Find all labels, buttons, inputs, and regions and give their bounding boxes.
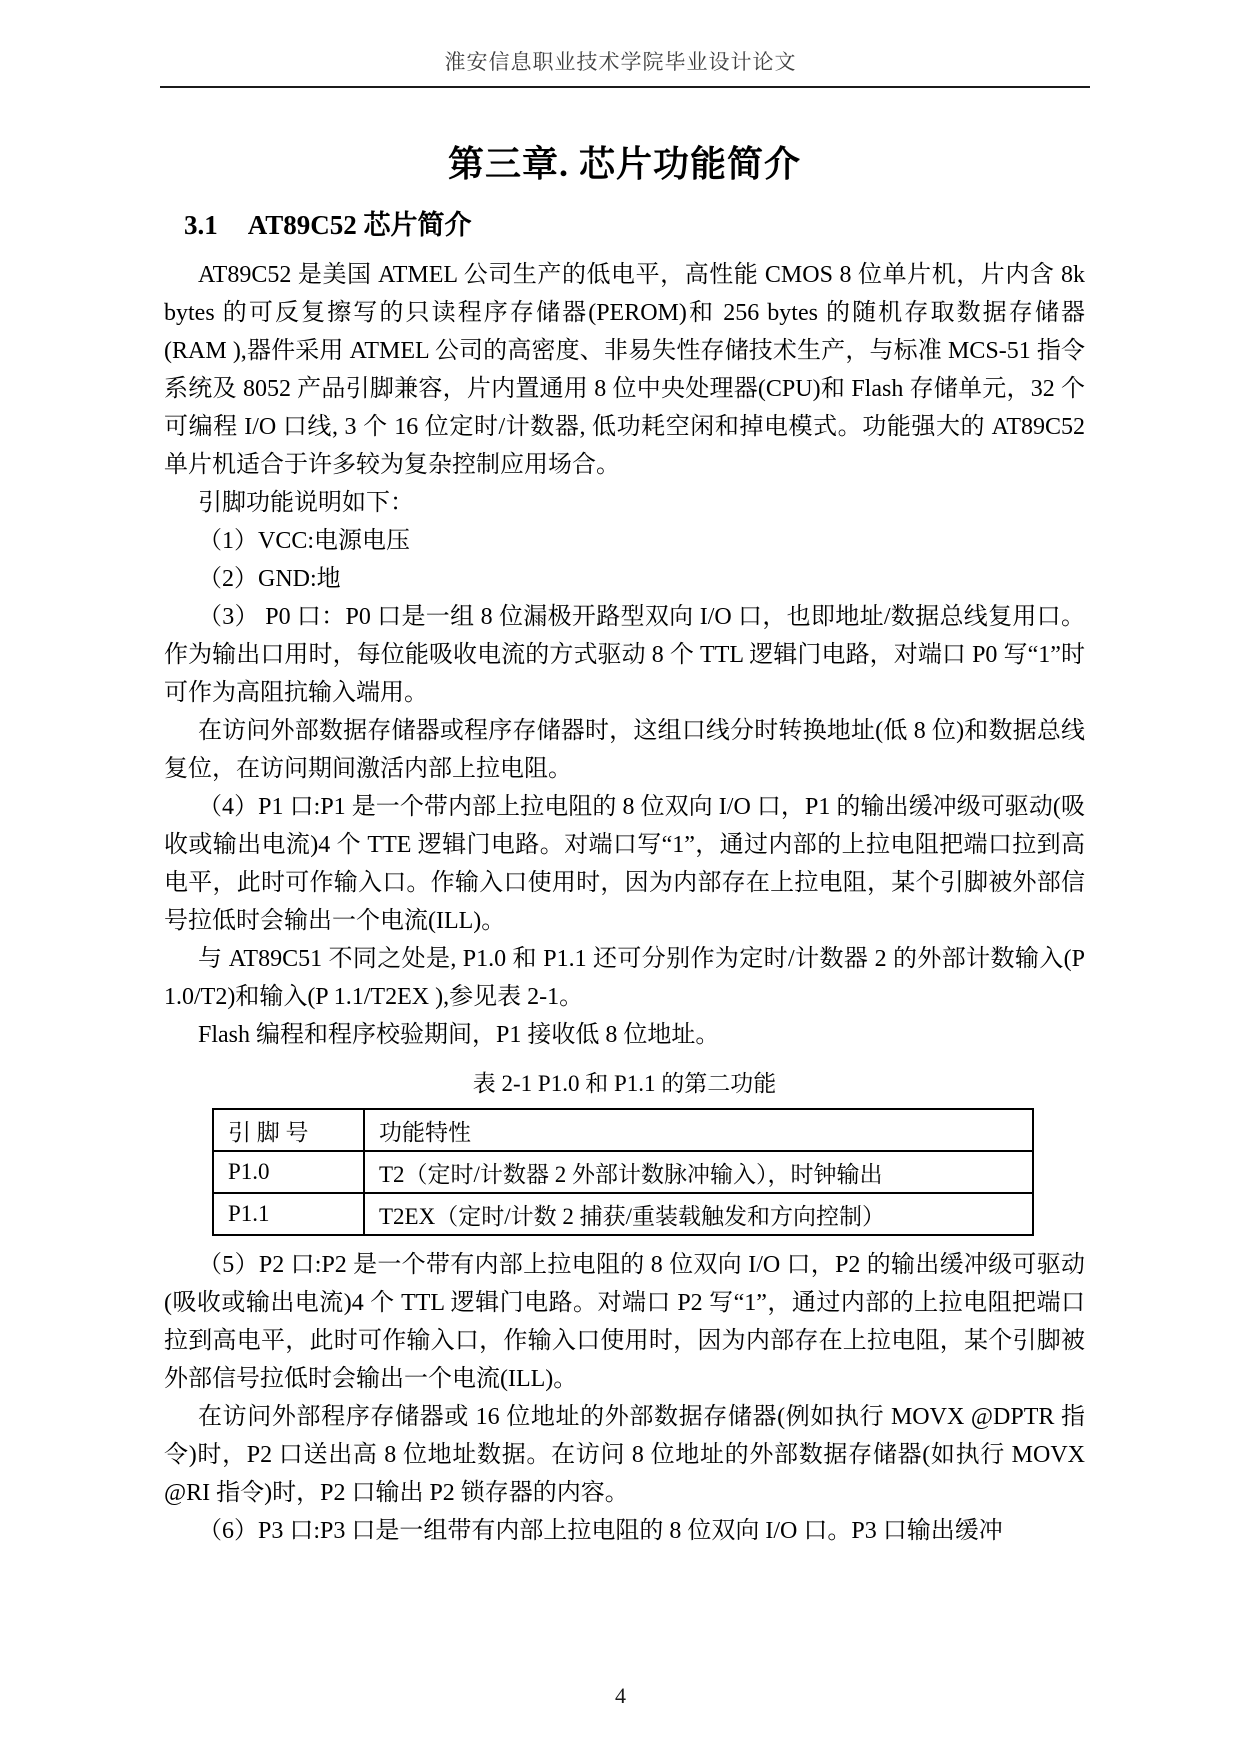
- page-header-title: 淮安信息职业技术学院毕业设计论文: [444, 50, 797, 74]
- paragraph-pin-gnd: （2）GND:地: [198, 566, 341, 592]
- header-rule: [160, 86, 1090, 88]
- pin-function-table: [212, 1108, 1034, 1236]
- cell-function-p1-1: T2EX（定时/计数 2 捕获/重装载触发和方向控制）: [364, 1193, 1033, 1235]
- table-row: [213, 1151, 1033, 1193]
- footer-page-number: 4: [615, 1683, 626, 1708]
- paragraph-p0-external-access: 在访问外部数据存储器或程序存储器时，这组口线分时转换地址(低 8 位)和数据总线复位，在访问期间激活内部上拉电阻。: [164, 718, 1085, 782]
- paragraph-pin-p2: （5）P2 口:P2 是一个带有内部上拉电阻的 8 位双向 I/O 口，P2 的输出缓冲级可驱动(吸收或输出电流)4 个 TTL 逻辑门电路。对端口 P2 写“1”，通过内部的上拉电阻把端口拉到高电平，此时可作输入口，作输入口使用时，因为内部存在上拉电阻，某个引脚被外部信号拉低时会输出一个电流(ILL)。: [164, 1252, 1085, 1392]
- paragraph-pin-vcc: （1）VCC:电源电压: [198, 528, 411, 554]
- table-caption: 表 2-1 P1.0 和 P1.1 的第二功能: [472, 1071, 777, 1096]
- paragraph-intro: AT89C52 是美国 ATMEL 公司生产的低电平，高性能 CMOS 8 位单片机，片内含 8k bytes 的可反复擦写的只读程序存储器(PEROM)和 256 bytes 的随机存取数据存储器(RAM ),器件采用 ATMEL 公司的高密度、非易失性存储技术生产，与标准 MCS-51 指令系统及 8052 产品引脚兼容，片内置通用 8 位中央处理器(CPU)和 Flash 存储单元，32 个可编程 I/O 口线, 3 个 16 位定时/计数器, 低功耗空闲和掉电模式。功能强大的 AT89C52 单片机适合于许多较为复杂控制应用场合。: [164, 262, 1085, 478]
- paragraph-pin-p3: （6）P3 口:P3 口是一组带有内部上拉电阻的 8 位双向 I/O 口。P3 口输出缓冲: [198, 1518, 1003, 1544]
- table-row: [213, 1193, 1033, 1235]
- cell-pin-p1-1: P1.1: [213, 1193, 364, 1235]
- paragraph-pin-p0: （3） P0 口：P0 口是一组 8 位漏极开路型双向 I/O 口，也即地址/数据总线复用口。作为输出口用时，每位能吸收电流的方式驱动 8 个 TTL 逻辑门电路，对端口 P0 写“1”时可作为高阻抗输入端用。: [164, 604, 1085, 706]
- section-number: 3.1: [184, 210, 218, 240]
- paragraph-p2-external-access: 在访问外部程序存储器或 16 位地址的外部数据存储器(例如执行 MOVX @DPTR 指令)时，P2 口送出高 8 位地址数据。在访问 8 位地址的外部数据存储器(如执行 MOVX @RI 指令)时，P2 口输出 P2 锁存器的内容。: [164, 1404, 1085, 1506]
- cell-pin-p1-0: P1.0: [213, 1151, 364, 1193]
- column-header-function: 功能特性: [364, 1109, 1033, 1151]
- paragraph-flash-programming: Flash 编程和程序校验期间，P1 接收低 8 位地址。: [198, 1022, 720, 1048]
- column-header-pin-number: 引 脚 号: [213, 1109, 364, 1151]
- table-header-row: [213, 1109, 1033, 1151]
- chapter-title: 第三章. 芯片功能简介: [447, 144, 801, 184]
- section-heading: [184, 203, 1085, 242]
- section-title: AT89C52 芯片简介: [247, 210, 472, 240]
- cell-function-p1-0: T2（定时/计数器 2 外部计数脉冲输入），时钟输出: [364, 1151, 1033, 1193]
- page-content: [164, 120, 1085, 1550]
- paragraph-pin-functions-lead: 引脚功能说明如下：: [198, 490, 414, 516]
- paragraph-pin-p1: （4）P1 口:P1 是一个带内部上拉电阻的 8 位双向 I/O 口，P1 的输出缓冲级可驱动(吸收或输出电流)4 个 TTE 逻辑门电路。对端口写“1”，通过内部的上拉电阻把端口拉到高电平，此时可作输入口。作输入口使用时，因为内部存在上拉电阻，某个引脚被外部信号拉低时会输出一个电流(ILL)。: [164, 794, 1085, 934]
- paragraph-p1-difference: 与 AT89C51 不同之处是, P1.0 和 P1.1 还可分别作为定时/计数器 2 的外部计数输入(P 1.0/T2)和输入(P 1.1/T2EX ),参见表 2-1。: [164, 946, 1085, 1010]
